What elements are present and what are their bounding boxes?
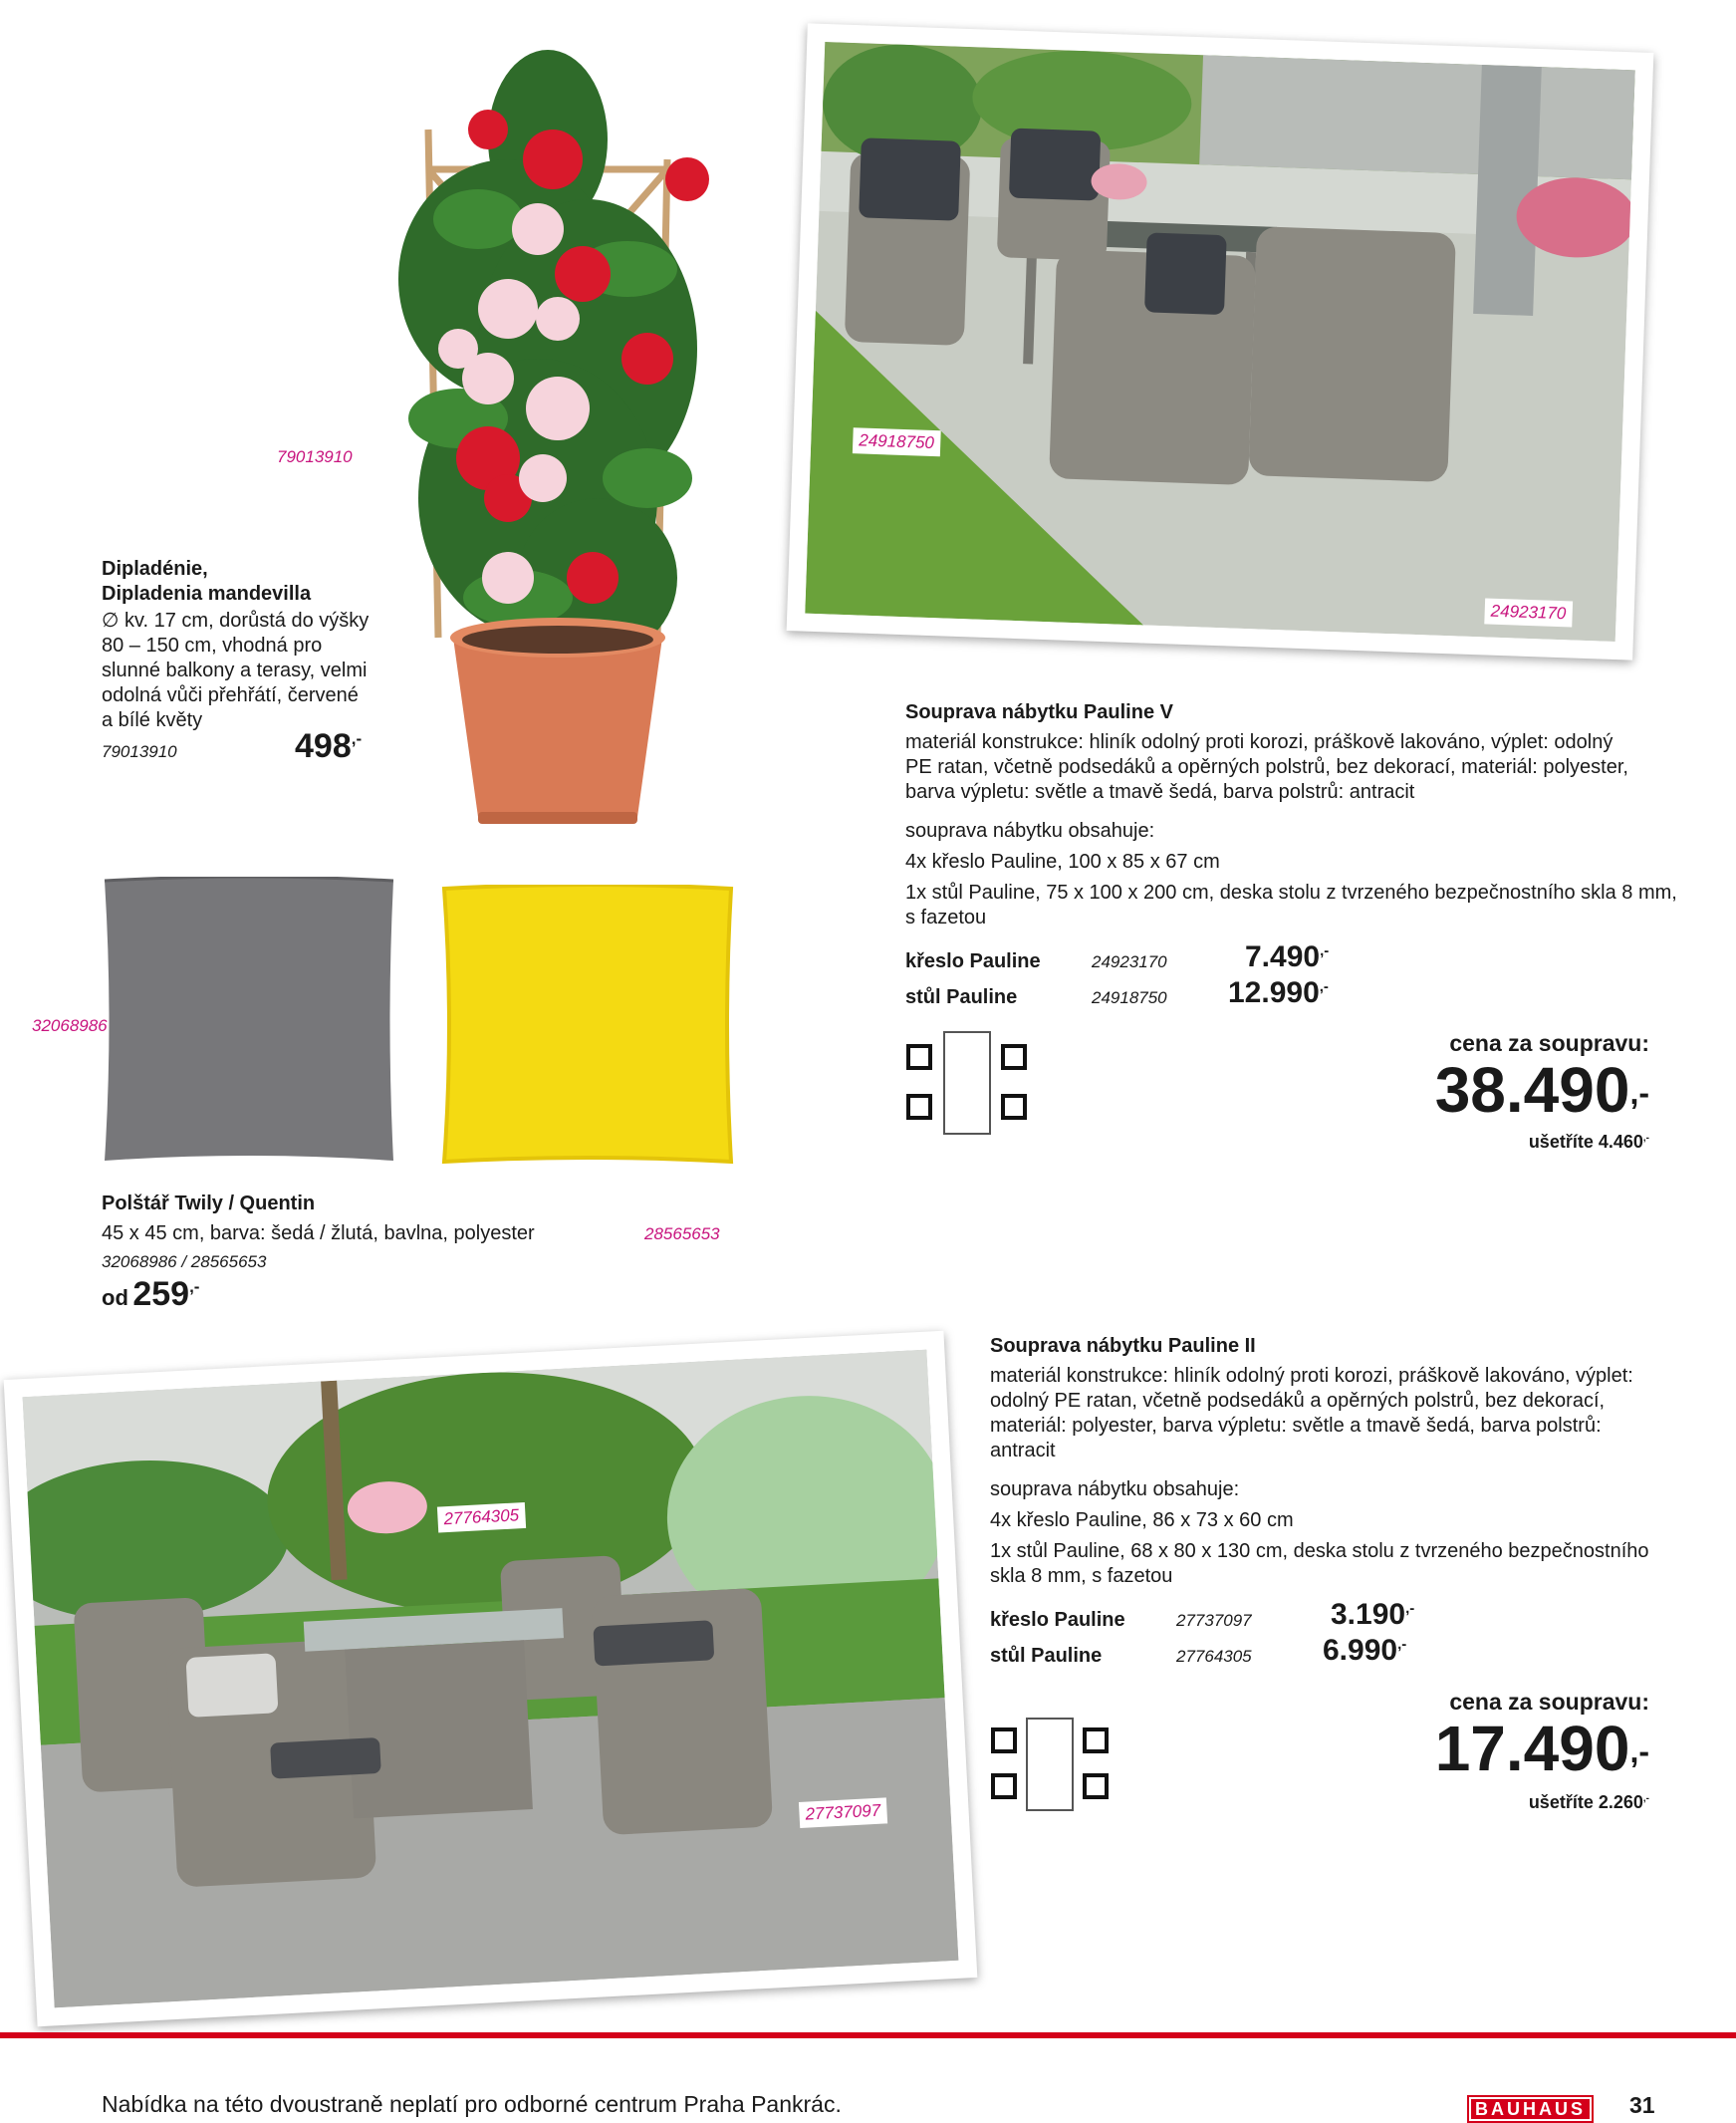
yellow-pillow-image	[438, 885, 737, 1166]
set-ii-item-code: 27764305	[1176, 1647, 1252, 1666]
set-v-savings: ušetříte 4.460,-	[1528, 1132, 1649, 1152]
set-v-item-price: 12.990,-	[1228, 976, 1329, 1009]
set-ii-item-name: křeslo Pauline	[990, 1609, 1125, 1631]
set-v-description: materiál konstrukce: hliník odolný proti korozi, práškově lakováno, výplet: odolný PE ratan, včetně podsedáků a opěrných polstrů, bez dekorací, materiál: polyester, barva výpletu: světle a tmavě šedá, barva polstrů: antracit	[905, 731, 1628, 803]
set-ii-layout-diagram	[991, 1718, 1111, 1807]
set-ii-item-name: stůl Pauline	[990, 1645, 1103, 1667]
set-ii-item-price: 3.190,-	[1331, 1598, 1415, 1631]
table-icon	[943, 1031, 991, 1135]
table-icon	[1026, 1718, 1074, 1811]
set-ii-table-tag: 27764305	[437, 1502, 526, 1533]
chair-icon	[991, 1727, 1017, 1753]
set-v-item-price: 7.490,-	[1245, 940, 1330, 973]
set-v-item-name: stůl Pauline	[905, 986, 1018, 1008]
set-v-contents: souprava nábytku obsahuje: 4x křeslo Pauline, 100 x 85 x 67 cm 1x stůl Pauline, 75 x 100 x 200 cm, deska stolu z tvrzeného bezpečnostního skla 8 mm, s fazetou	[905, 820, 1677, 929]
plant-description: ∅ kv. 17 cm, dorůstá do výšky 80 – 150 cm, vhodná pro slunné balkony a terasy, velmi odolná vůči přehřátí, červené a bílé květy	[102, 610, 370, 731]
bauhaus-logo: BAUHAUS	[1467, 2095, 1594, 2123]
set-v-item-name: křeslo Pauline	[905, 950, 1041, 972]
grey-pillow-tag: 32068986	[32, 1016, 108, 1035]
pillow-description: 45 x 45 cm, barva: šedá / žlutá, bavlna, polyester	[102, 1222, 535, 1244]
set-ii-savings: ušetříte 2.260,-	[1528, 1792, 1649, 1812]
plant-image-code: 79013910	[277, 447, 353, 466]
set-v-item-code: 24918750	[1092, 988, 1167, 1007]
plant-code: 79013910	[102, 742, 177, 761]
yellow-pillow-tag: 28565653	[644, 1224, 720, 1243]
set-v-set-price: 38.490,-	[1434, 1054, 1649, 1126]
set-ii-item-code: 27737097	[1176, 1611, 1252, 1630]
chair-icon	[991, 1773, 1017, 1799]
set-v-item-code: 24923170	[1092, 952, 1167, 971]
set-v-table-tag: 24918750	[853, 427, 940, 456]
set-v-photo	[787, 23, 1654, 660]
set-v-title: Souprava nábytku Pauline V	[905, 701, 1173, 723]
chair-icon	[1001, 1044, 1027, 1070]
plant-title: Dipladénie, Dipladenia mandevilla	[102, 558, 312, 605]
pillow-code: 32068986 / 28565653	[102, 1252, 267, 1271]
chair-icon	[1083, 1773, 1109, 1799]
page-number: 31	[1629, 2092, 1655, 2118]
set-ii-contents: souprava nábytku obsahuje: 4x křeslo Pauline, 86 x 73 x 60 cm 1x stůl Pauline, 68 x 80 x 130 cm, deska stolu z tvrzeného bezpečnostního skla 8 mm, s fazetou	[990, 1478, 1649, 1587]
plant-price: 498,-	[295, 727, 363, 765]
set-ii-title: Souprava nábytku Pauline II	[990, 1335, 1256, 1357]
footer-divider	[0, 2032, 1736, 2038]
plant-image	[369, 20, 747, 837]
set-v-chair-tag: 24923170	[1484, 598, 1572, 627]
set-ii-description: materiál konstrukce: hliník odolný proti korozi, práškově lakováno, výplet: odolný PE ratan, včetně podsedáků a opěrných polstrů, bez dekorací, materiál: polyester, barva výpletu: světle a tmavě šedá, barva polstrů: antracit	[990, 1365, 1633, 1461]
footer-note: Nabídka na této dvoustraně neplatí pro odborné centrum Praha Pankrác.	[102, 2091, 842, 2117]
set-ii-photo	[4, 1331, 978, 2027]
set-ii-chair-tag: 27737097	[799, 1797, 887, 1828]
chair-icon	[1001, 1094, 1027, 1120]
grey-pillow-image	[100, 877, 398, 1166]
pillow-price: od 259,-	[102, 1275, 200, 1313]
set-ii-set-label: cena za soupravu:	[1449, 1689, 1649, 1715]
set-v-set-label: cena za soupravu:	[1449, 1030, 1649, 1056]
chair-icon	[906, 1044, 932, 1070]
chair-icon	[906, 1094, 932, 1120]
pillow-title: Polštář Twily / Quentin	[102, 1193, 316, 1214]
chair-icon	[1083, 1727, 1109, 1753]
set-v-layout-diagram	[906, 1031, 1031, 1131]
set-ii-item-price: 6.990,-	[1323, 1634, 1407, 1667]
set-ii-set-price: 17.490,-	[1434, 1713, 1649, 1784]
